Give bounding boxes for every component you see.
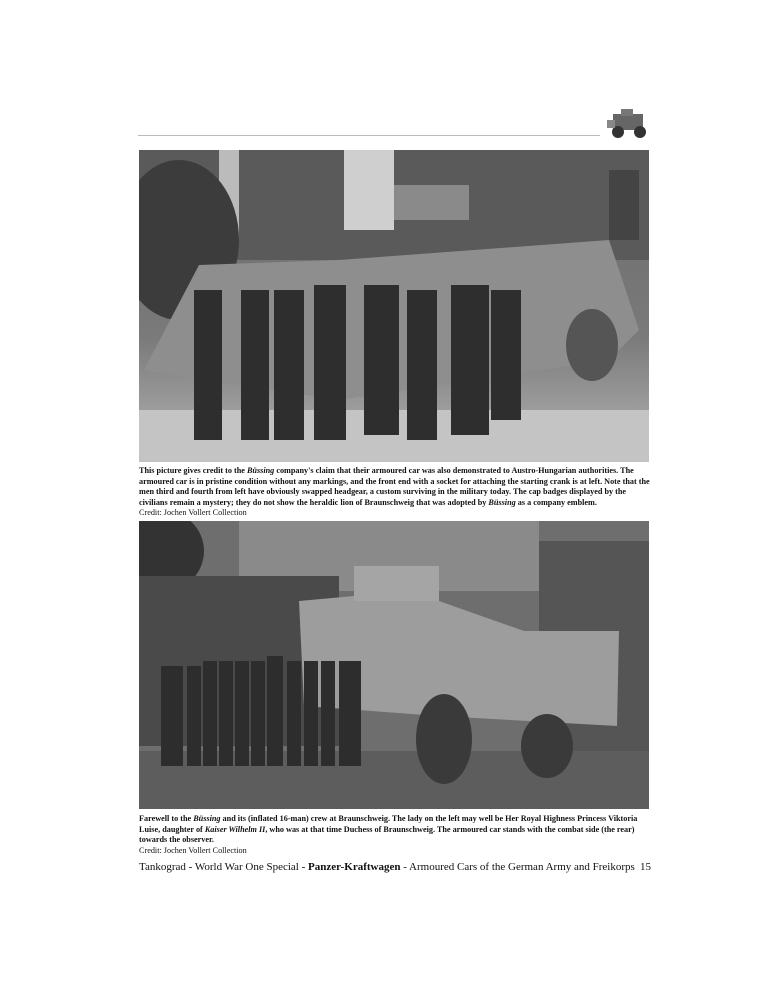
- page-number: 15: [640, 861, 651, 873]
- photo-armoured-car-farewell: [139, 521, 649, 809]
- footer-subtitle: - Armoured Cars of the German Army and Freikorps: [400, 861, 635, 873]
- caption-italic: Büssing: [488, 497, 516, 507]
- armoured-car-icon: [605, 106, 651, 140]
- caption-italic: Büssing: [246, 466, 275, 475]
- footer-book-title: Panzer-Kraftwagen: [308, 861, 401, 873]
- caption-text: as a company emblem.: [515, 497, 597, 507]
- footer-title: [139, 861, 635, 873]
- footer-series: Tankograd - World War One Special -: [139, 861, 309, 873]
- photo-armoured-car-with-officers: [139, 150, 649, 462]
- photo-credit: Credit: Jochen Vollert Collection: [139, 845, 247, 855]
- caption-text: This picture gives credit to the: [139, 466, 247, 475]
- header-rule: [138, 135, 600, 136]
- caption-italic: Büssing: [193, 814, 221, 823]
- page-footer: [139, 861, 651, 873]
- caption-italic: Kaiser Wilhelm II: [204, 824, 266, 834]
- photo-credit: Credit: Jochen Vollert Collection: [139, 508, 247, 517]
- caption-text: Farewell to the: [139, 814, 194, 823]
- photo-caption-2: [139, 814, 651, 856]
- caption-text: , who was at that time Duchess of Braunschweig. The armoured car stands with the combat side (the rear) towards the observer.: [139, 824, 635, 844]
- caption-text: and its (inflated 16-man) crew at Braunschweig. The lady on the left may well be Her Royal Highness Princess Viktoria Luise, daughter of: [139, 814, 638, 834]
- caption-text: company's claim that their armoured car was also demonstrated to Austro-Hungarian authorities. The armoured car is in pristine condition without any markings, and the front end with a socket for attaching the starting crank is at left. Note that the men third and fourth from left have obviously swapped headgear, a custom surviving in the military today. The cap badges displayed by the civilians remain a mystery; they do not show the heraldic lion of Braunschweig that was adopted by: [139, 466, 650, 507]
- photo-caption-1: [139, 466, 651, 519]
